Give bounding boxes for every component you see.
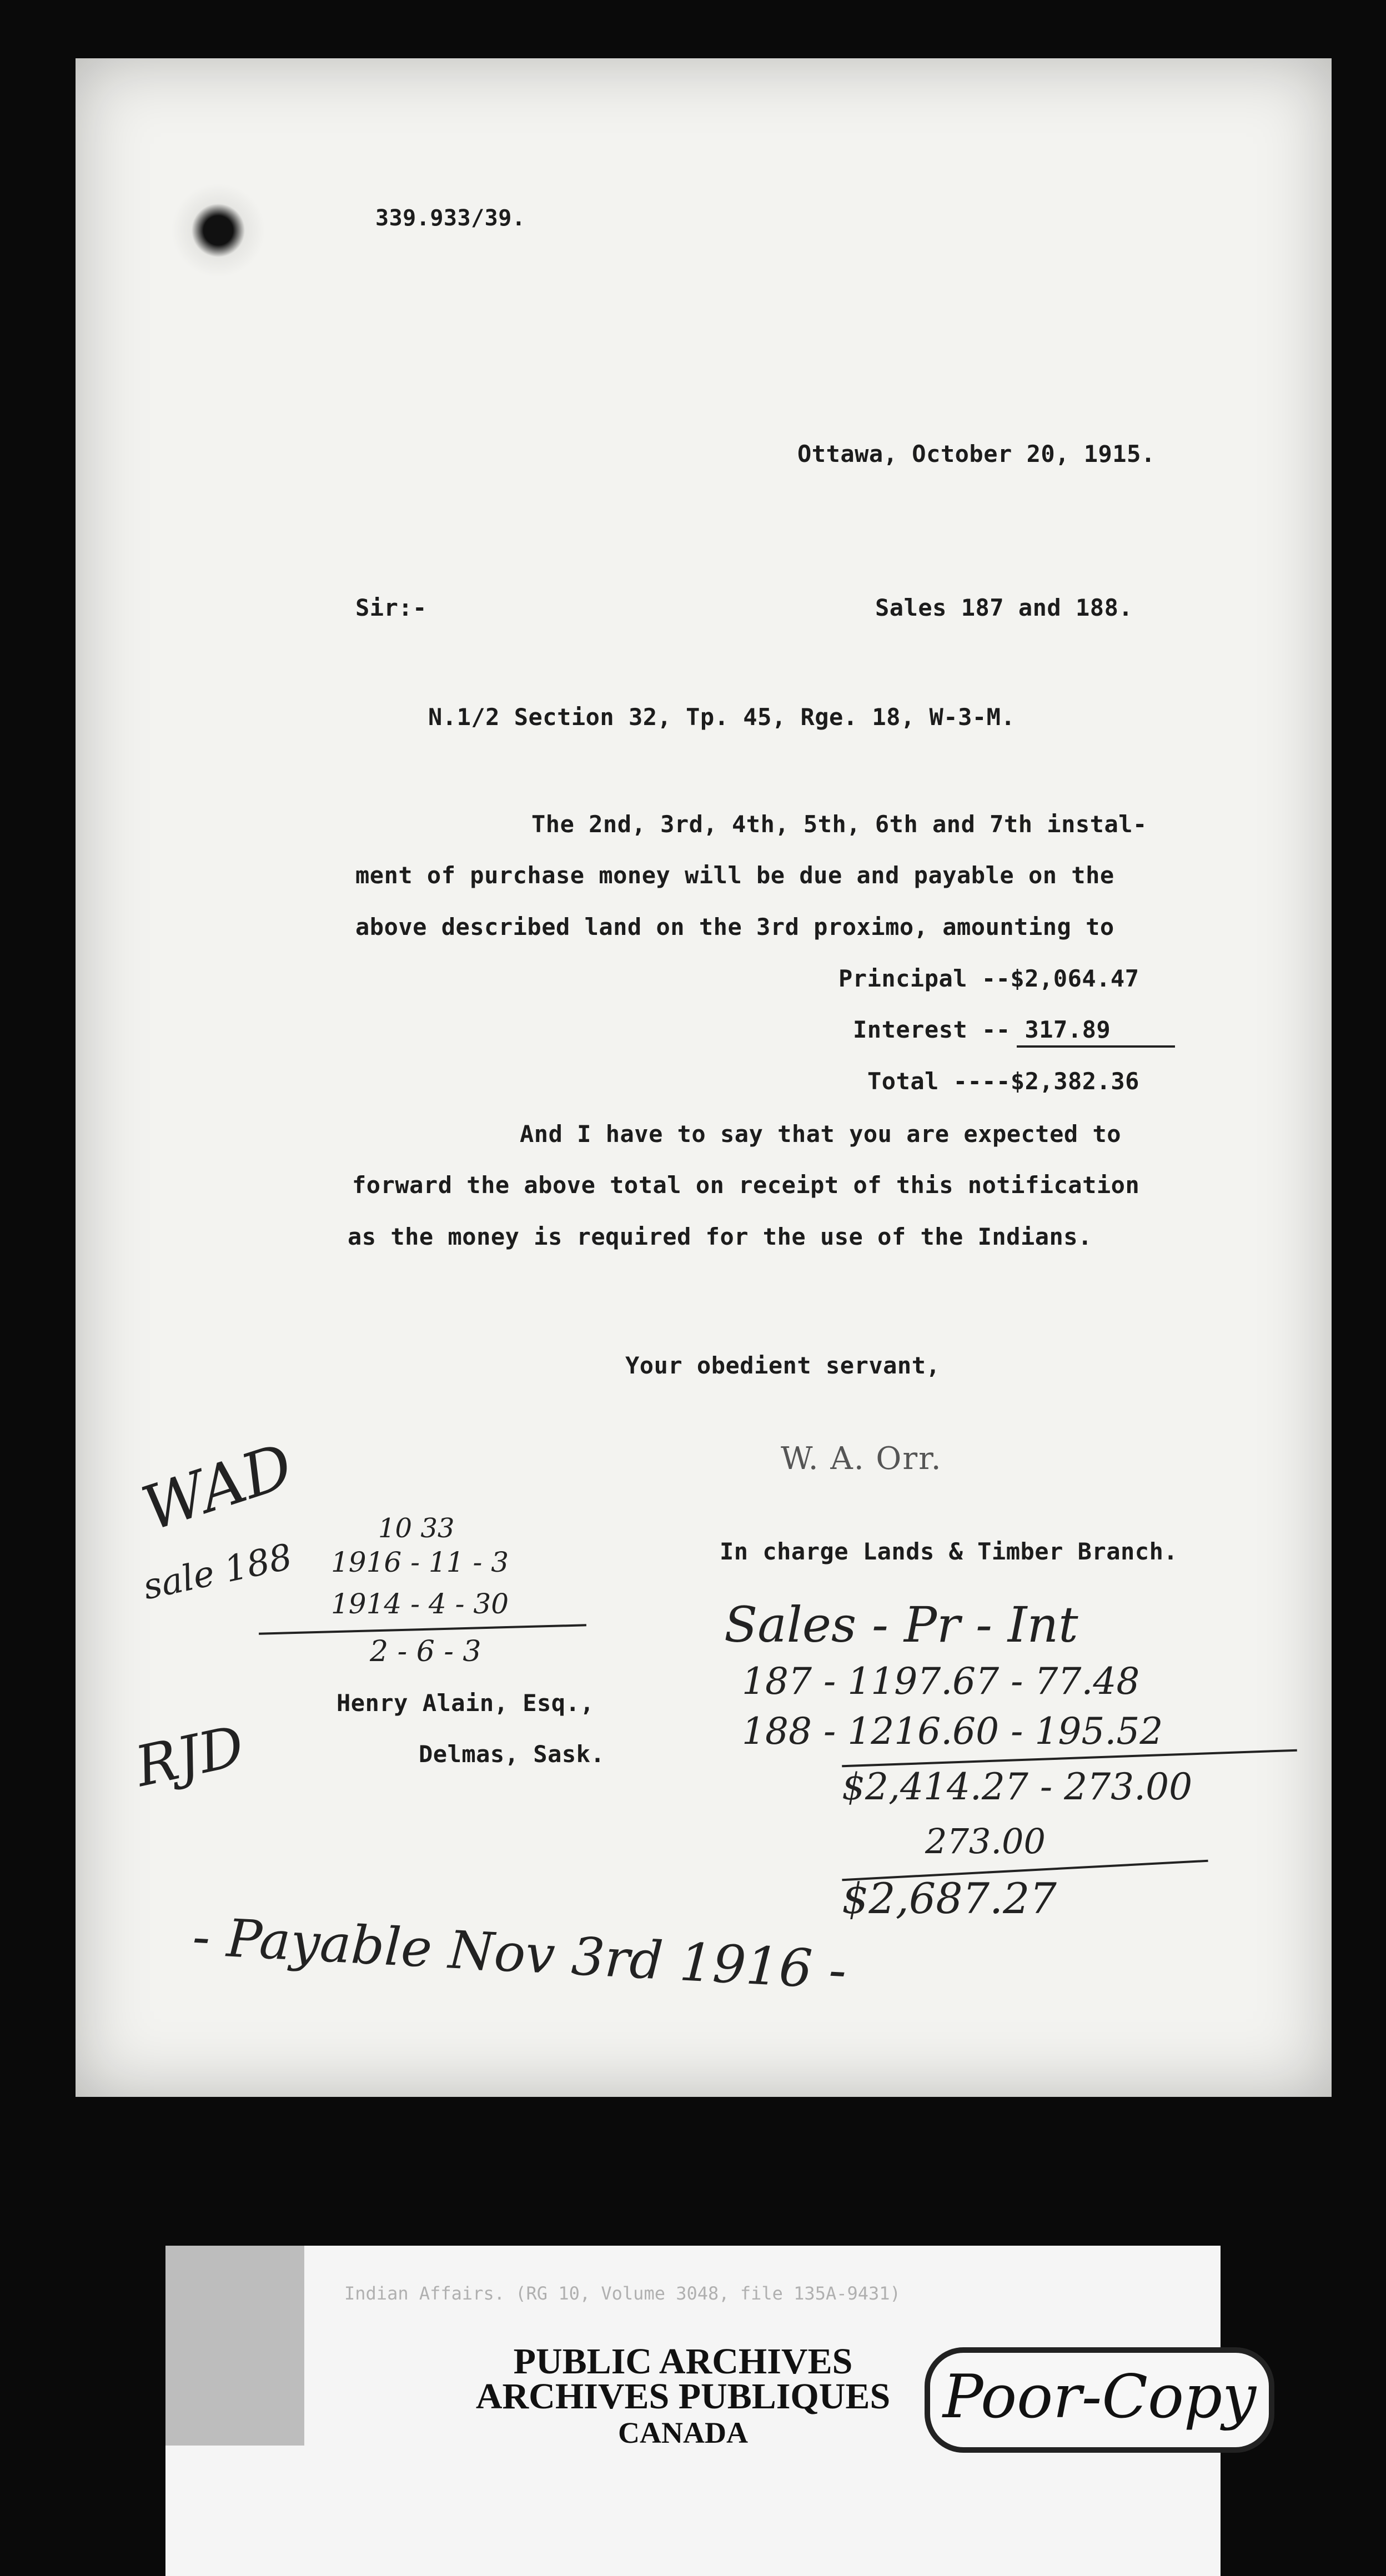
handwritten-calc-row-1: 1916 - 11 - 3 (331, 1546, 509, 1578)
salutation: Sir:- (355, 594, 427, 621)
date-line: Ottawa, October 20, 1915. (797, 440, 1156, 467)
letter-page (76, 58, 1332, 2097)
handwritten-calc-above: 10 33 (378, 1513, 455, 1544)
archive-reference: Indian Affairs. (RG 10, Volume 3048, file 135A-9431) (344, 2283, 901, 2304)
handwritten-initials-top: WAD (133, 1430, 302, 1545)
handwritten-payable-note: - Payable Nov 3rd 1916 - (190, 1906, 848, 2001)
handwritten-sale-note: sale 188 (139, 1536, 296, 1608)
body-line-1: The 2nd, 3rd, 4th, 5th, 6th and 7th instal- (531, 811, 1147, 838)
closing-line-1: And I have to say that you are expected to (520, 1120, 1122, 1148)
principal-line: Principal --$2,064.47 (838, 965, 1139, 992)
archive-label-strip (165, 2490, 1221, 2576)
addressee-place: Delmas, Sask. (419, 1740, 605, 1768)
interest-underline (1017, 1045, 1175, 1048)
handwritten-calc-rule (259, 1624, 586, 1634)
archives-french: ARCHIVES PUBLIQUES (475, 2376, 891, 2417)
valediction: Your obedient servant, (625, 1352, 941, 1379)
handwritten-table-row-2: 188 - 1216.60 - 195.52 (742, 1710, 1163, 1753)
punch-hole (171, 183, 265, 278)
poor-copy-stamp: Poor-Copy (925, 2347, 1274, 2453)
archives-english: PUBLIC ARCHIVES (513, 2341, 853, 2382)
body-line-2: ment of purchase money will be due and payable on the (355, 862, 1114, 889)
sales-reference: Sales 187 and 188. (875, 594, 1133, 621)
signer-title: In charge Lands & Timber Branch. (720, 1538, 1178, 1565)
body-line-3: above described land on the 3rd proximo, amounting to (355, 913, 1114, 940)
handwritten-table-row-4: 273.00 (925, 1821, 1046, 1861)
handwritten-table-row-3: $2,414.27 - 273.00 (842, 1765, 1193, 1808)
handwritten-calc-row-2: 1914 - 4 - 30 (331, 1588, 509, 1620)
handwritten-table-header: Sales - Pr - Int (724, 1596, 1078, 1653)
file-number: 339.933/39. (375, 205, 526, 231)
interest-line: Interest -- 317.89 (853, 1016, 1111, 1043)
total-line: Total ----$2,382.36 (867, 1068, 1139, 1095)
archives-country: CANADA (618, 2416, 748, 2449)
handwritten-table-row-5: $2,687.27 (842, 1874, 1057, 1923)
addressee-name: Henry Alain, Esq., (337, 1689, 595, 1717)
signature-stamp: W. A. Orr. (781, 1441, 942, 1477)
handwritten-table-row-1: 187 - 1197.67 - 77.48 (742, 1660, 1140, 1703)
closing-line-3: as the money is required for the use of the Indians. (348, 1223, 1092, 1250)
closing-line-2: forward the above total on receipt of this notification (352, 1171, 1140, 1199)
archive-label-shadow (165, 2246, 304, 2446)
handwritten-calc-row-3: 2 - 6 - 3 (370, 1635, 481, 1668)
land-reference: N.1/2 Section 32, Tp. 45, Rge. 18, W-3-M. (428, 703, 1016, 731)
handwritten-initials-lower: RJD (129, 1713, 250, 1800)
